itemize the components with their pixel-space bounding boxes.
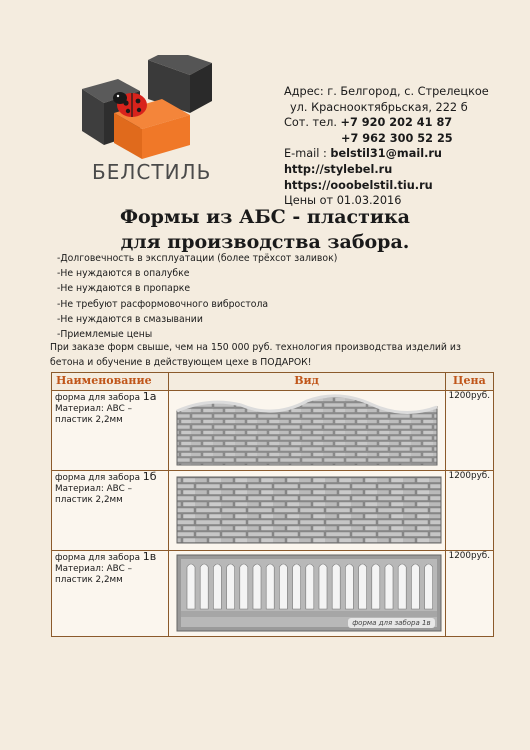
- product-price: 1200руб.: [445, 471, 493, 551]
- baluster-slot: [319, 564, 327, 609]
- feature-item: -Не требуют расформовочного вибростола: [57, 298, 269, 310]
- baluster-slot: [332, 564, 340, 609]
- baluster-slot: [266, 564, 274, 609]
- feature-item: -Приемлемые цены: [57, 329, 153, 341]
- baluster-slot: [398, 564, 406, 609]
- website-link-2[interactable]: https://ooobelstil.tiu.ru: [284, 178, 433, 192]
- baluster-slot: [411, 564, 419, 609]
- feature-item: -Долговечность в эксплуатации (более трёхсот заливок): [57, 253, 338, 264]
- features-list: [57, 251, 337, 342]
- product-name-cell: [52, 471, 169, 551]
- brick-fence-flat-image: [169, 471, 445, 550]
- website-link-1[interactable]: http://stylebel.ru: [284, 162, 393, 176]
- baluster-slot: [371, 564, 379, 609]
- email-row: [284, 146, 489, 162]
- product-name-cell: [52, 391, 169, 471]
- baluster-slot: [279, 564, 287, 609]
- contact-block: [284, 84, 489, 209]
- table-row: [52, 551, 494, 637]
- brick-fence-arched-image: [169, 391, 445, 470]
- address-line-1: Адрес: г. Белгород, с. Стрелецкое: [284, 85, 489, 98]
- phone-2[interactable]: +7 962 300 52 25: [341, 131, 453, 145]
- prices-date: Цены от 01.03.2016: [284, 194, 402, 208]
- brand-name: БЕЛСТИЛЬ: [92, 160, 212, 184]
- baluster-slot: [358, 564, 366, 609]
- product-price: 1200руб.: [445, 391, 493, 471]
- product-name-cell: [52, 551, 169, 637]
- product-title: форма для забора: [55, 393, 140, 403]
- email-label: E-mail :: [284, 147, 327, 161]
- baluster-slot: [187, 564, 195, 609]
- table-header-row: [52, 373, 494, 391]
- product-title: форма для забора: [55, 473, 140, 483]
- title-line-1: Формы из АБС - пластика: [119, 206, 410, 228]
- phone-label: Сот. тел.: [284, 116, 337, 130]
- table-row: [52, 471, 494, 551]
- product-material: Материал: АВС – пластик 2,2мм: [55, 564, 132, 585]
- baluster-slot: [305, 564, 313, 609]
- product-image-cell: [168, 391, 445, 471]
- product-code: 1б: [142, 470, 157, 483]
- product-image-cell: [168, 551, 445, 637]
- baluster-slot: [213, 564, 221, 609]
- baluster-slot: [226, 564, 234, 609]
- baluster-slot: [200, 564, 208, 609]
- baluster-slot: [239, 564, 247, 609]
- feature-item: -Не нуждаются в смазывании: [57, 313, 203, 325]
- product-code: 1в: [142, 550, 157, 563]
- title-line-2: для производства забора.: [120, 231, 410, 253]
- baluster-slot: [385, 564, 393, 609]
- table-row: [52, 391, 494, 471]
- logo-cubes-ladybug-icon: [78, 55, 218, 165]
- feature-item: -Не нуждаются в пропарке: [57, 283, 191, 295]
- email-link[interactable]: belstil31@mail.ru: [330, 147, 442, 161]
- phone-1[interactable]: +7 920 202 41 87: [340, 116, 453, 130]
- products-table: [51, 372, 494, 637]
- image-caption: форма для забора 1в: [348, 618, 434, 628]
- page-title: [0, 205, 530, 255]
- baluster-slot: [292, 564, 300, 609]
- address-line-2: ул. Краснооктябрьская, 222 б: [290, 100, 468, 114]
- header-name: Наименование: [52, 373, 169, 391]
- product-material: Материал: АВС – пластик 2,2мм: [55, 484, 132, 505]
- baluster-slot: [345, 564, 353, 609]
- product-price: 1200руб.: [445, 551, 493, 637]
- feature-item: -Не нуждаются в опалубке: [57, 268, 190, 280]
- product-image-cell: [168, 471, 445, 551]
- product-code: 1а: [142, 390, 157, 403]
- baluster-slot: [253, 564, 261, 609]
- header-price: Цена: [445, 373, 493, 391]
- product-title: форма для забора: [55, 553, 140, 563]
- product-material: Материал: АВС – пластик 2,2мм: [55, 404, 132, 425]
- header-view: Вид: [168, 373, 445, 391]
- baluster-slot: [424, 564, 432, 609]
- phone-row: [284, 115, 489, 131]
- order-gift-note: При заказе форм свыше, чем на 150 000 руб. технология производства изделий из бетона и обучение в действующем цехе в ПОДАРОК!: [50, 342, 461, 369]
